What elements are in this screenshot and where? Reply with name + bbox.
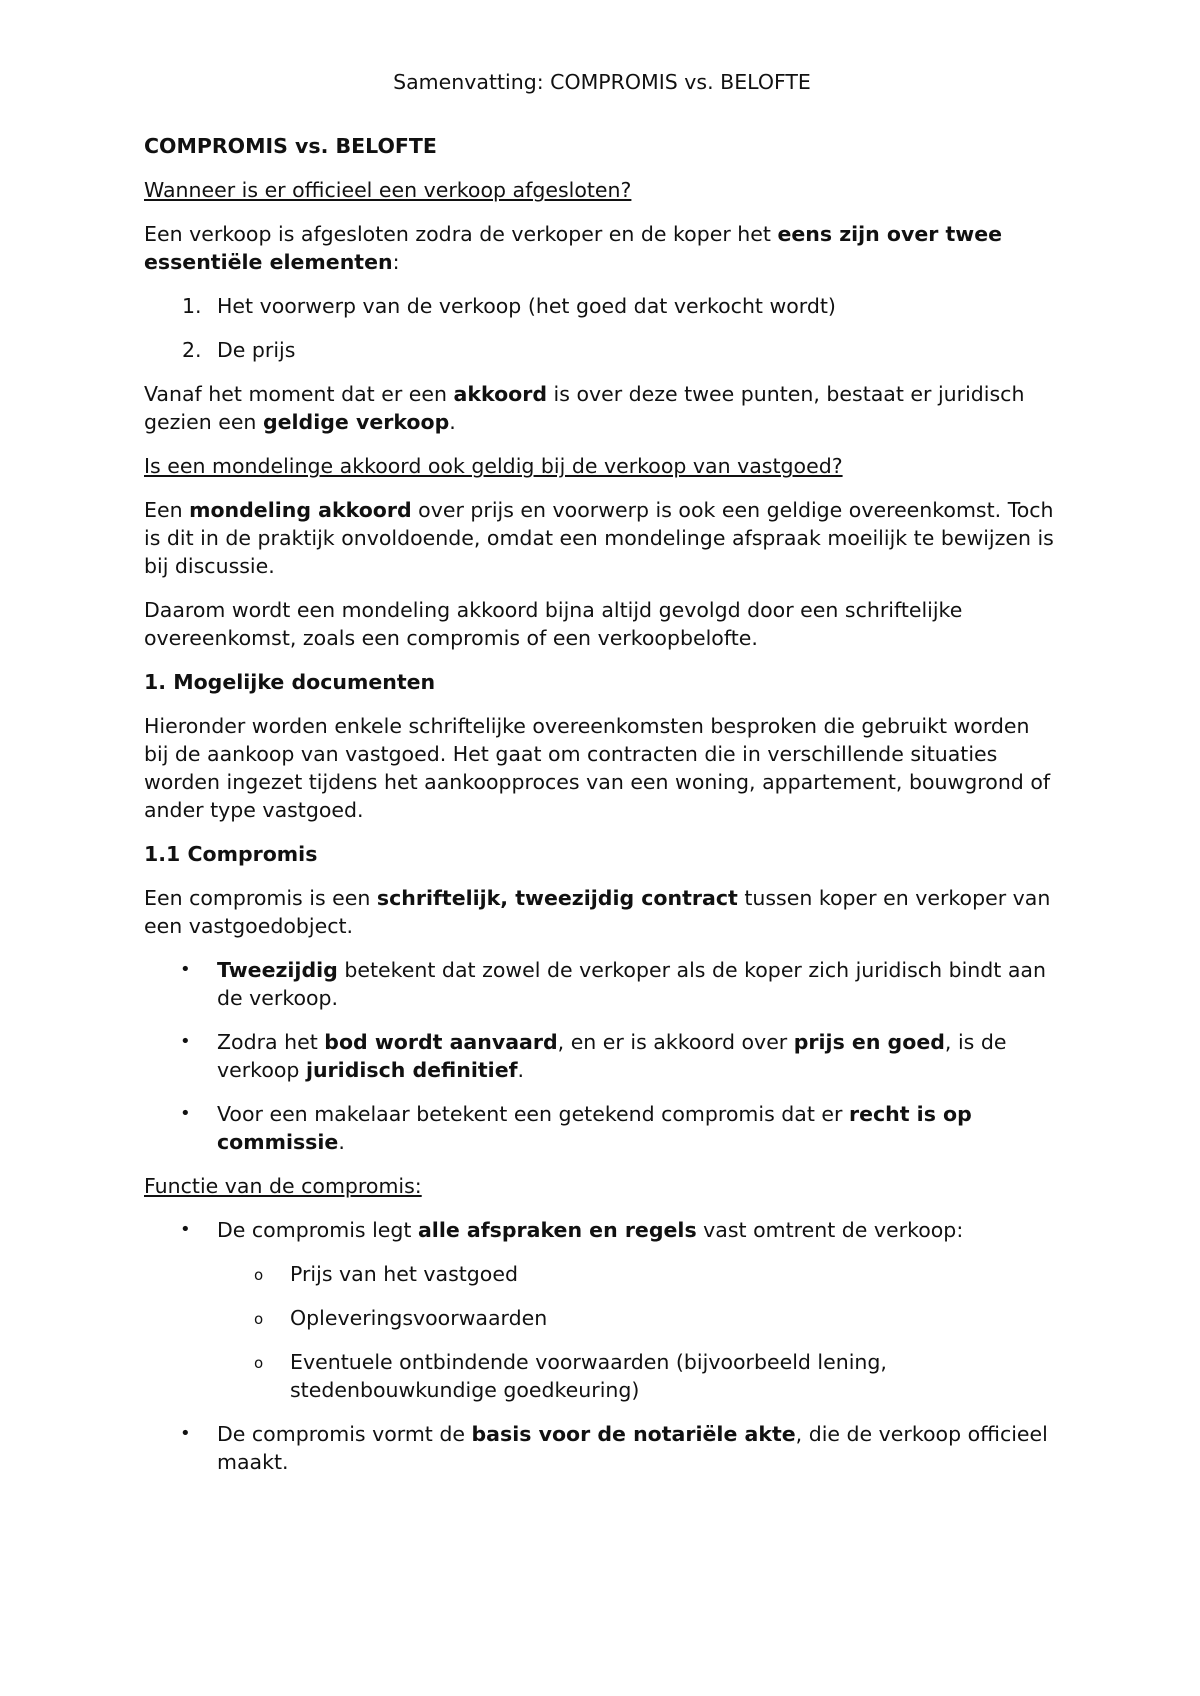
paragraph-oral-agreement: Een mondeling akkoord over prijs en voorwerp is ook een geldige overeenkomst. Toch is dit in de praktijk onvoldoende, omdat een mondelinge afspraak moeilijk te bewijzen is bij discussie. (144, 498, 1054, 578)
question-oral-agreement: Is een mondelinge akkoord ook geldig bij de verkoop van vastgoed? (144, 454, 843, 478)
sub-list-item: o Eventuele ontbindende voorwaarden (bijvoorbeeld lening, stedenbouwkundige goedkeuring) (254, 1350, 887, 1402)
paragraph-agreement: Vanaf het moment dat er een akkoord is over deze twee punten, bestaat er juridisch gezien een geldige verkoop. (144, 382, 1025, 434)
list-number: 2. (182, 338, 202, 362)
main-heading: COMPROMIS vs. BELOFTE (144, 134, 437, 158)
list-item: • De compromis vormt de basis voor de notariële akte, die de verkoop officieel maakt. (180, 1422, 1048, 1474)
bullet-icon: • (180, 959, 191, 980)
paragraph-compromis: Een compromis is een schriftelijk, tweezijdig contract tussen koper en verkoper van een vastgoedobject. (144, 886, 1051, 938)
list-item: • Zodra het bod wordt aanvaard, en er is akkoord over prijs en goed, is de verkoop juridisch definitief. (180, 1030, 1007, 1082)
paragraph-sale-closed: Een verkoop is afgesloten zodra de verkoper en de koper het eens zijn over twee essentiële elementen: (144, 222, 1003, 274)
bullet-icon: • (180, 1219, 191, 1240)
compromis-bullets (144, 956, 1060, 1156)
sub-bullet-icon: o (254, 1310, 264, 1328)
essential-elements-list (144, 292, 1060, 364)
section-heading-compromis: 1.1 Compromis (144, 842, 318, 866)
function-sub-bullets (144, 1260, 1060, 1404)
section-heading-documents: 1. Mogelijke documenten (144, 670, 436, 694)
sub-bullet-icon: o (254, 1354, 264, 1372)
list-item: 1. Het voorwerp van de verkoop (het goed dat verkocht wordt) (182, 294, 836, 318)
sub-list-item: o Prijs van het vastgoed (144, 1260, 1060, 1288)
paragraph-written-agreement: Daarom wordt een mondeling akkoord bijna altijd gevolgd door een schriftelijke overeenkomst, zoals een compromis of een verkoopbelofte. (144, 598, 963, 650)
list-item: • De compromis legt alle afspraken en regels vast omtrent de verkoop: (180, 1218, 964, 1242)
subheading-function: Functie van de compromis: (144, 1174, 422, 1198)
function-bullets (144, 1216, 1060, 1244)
question-sale-closed: Wanneer is er officieel een verkoop afgesloten? (144, 178, 632, 202)
sub-list-item: o Opleveringsvoorwaarden (144, 1304, 1060, 1332)
list-item: • Tweezijdig betekent dat zowel de verkoper als de koper zich juridisch bindt aan de verkoop. (180, 958, 1046, 1010)
list-item: 2. De prijs (182, 338, 296, 362)
list-item: • Voor een makelaar betekent een getekend compromis dat er recht is op commissie. (180, 1102, 972, 1154)
document-title: Samenvatting: COMPROMIS vs. BELOFTE (393, 70, 811, 94)
paragraph-documents: Hieronder worden enkele schriftelijke overeenkomsten besproken die gebruikt worden bij de aankoop van vastgoed. Het gaat om contracten die in verschillende situaties worden ingezet tijdens het aankoopproces van een woning, appartement, bouwgrond of ander type vastgoed. (144, 714, 1051, 822)
function-bullets-continued (144, 1420, 1060, 1476)
list-number: 1. (182, 294, 202, 318)
bullet-icon: • (180, 1031, 191, 1052)
sub-bullet-icon: o (254, 1266, 264, 1284)
bullet-icon: • (180, 1103, 191, 1124)
bullet-icon: • (180, 1423, 191, 1444)
